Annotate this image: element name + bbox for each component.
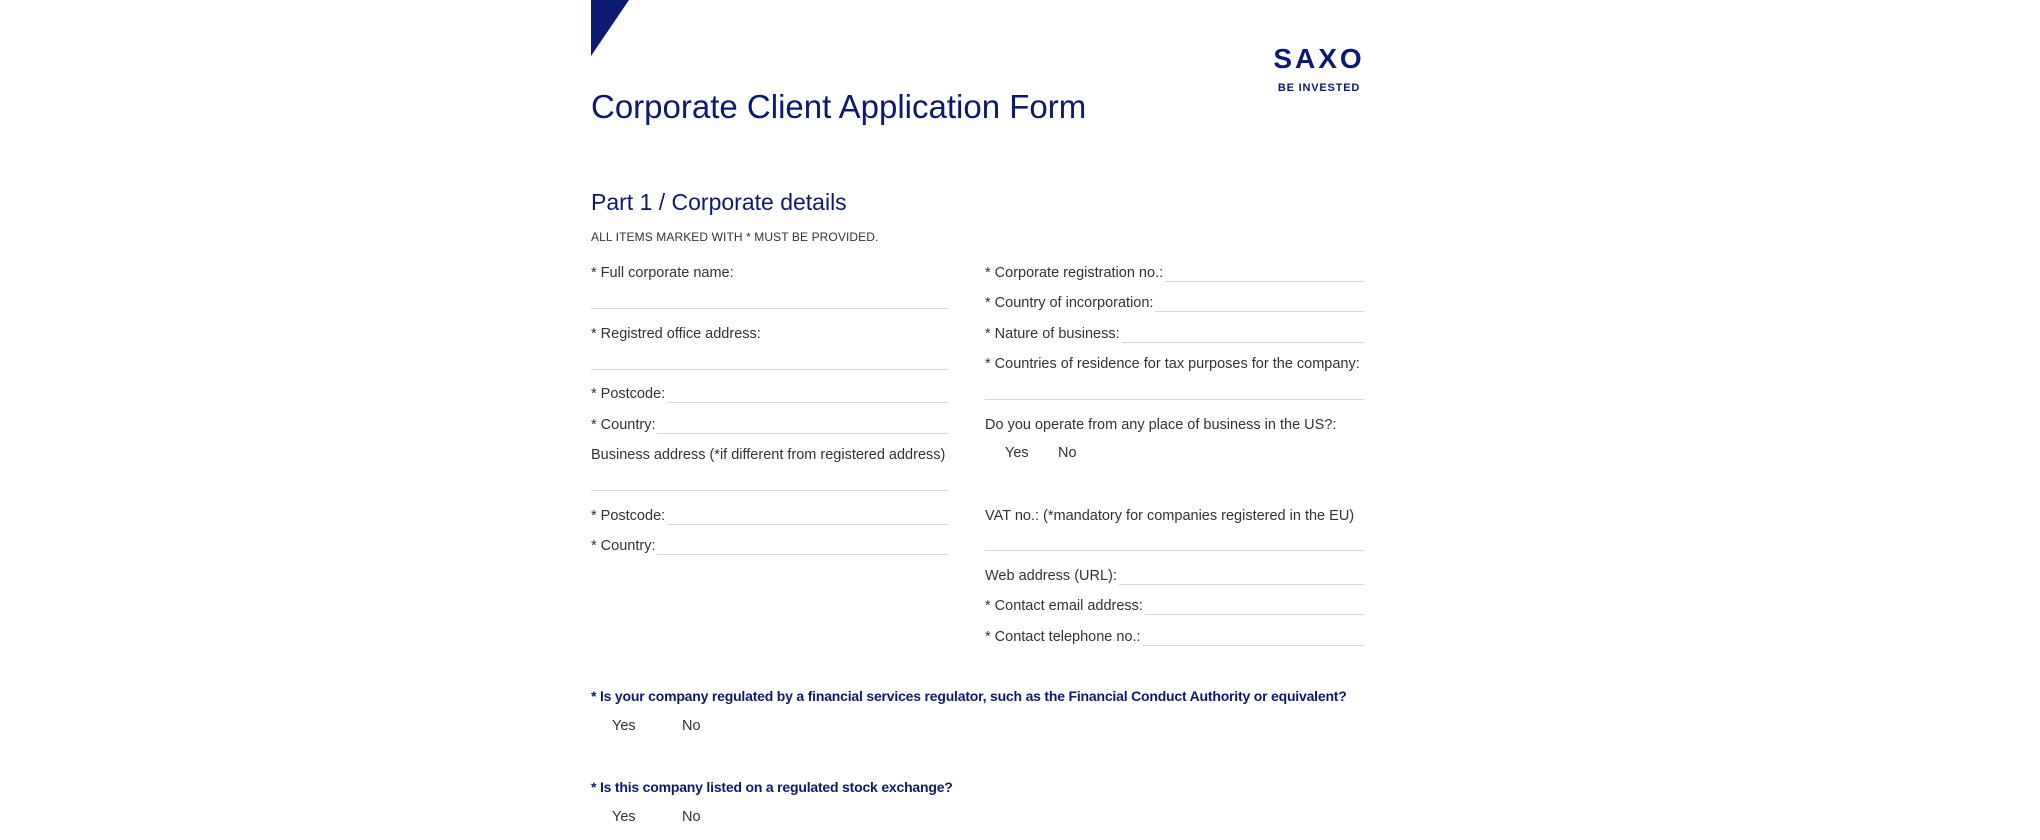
nature-field[interactable] [1122,326,1364,343]
vat-label: VAT no.: (*mandatory for companies registered in the EU) [985,508,1355,524]
logo-wordmark: SAXO [1273,43,1365,74]
tax-residence-field[interactable] [985,399,1364,400]
full-name-label-row [591,262,948,282]
reg-no-row [985,262,1364,282]
full-name-label: * Full corporate name: [591,265,734,281]
postcode-row [591,383,948,403]
business-address-label-row [591,444,948,464]
vat-field[interactable] [985,550,1364,551]
brand-corner-shape [591,0,629,56]
us-business-label: Do you operate from any place of business in the US?: [985,417,1337,433]
country-label: * Country: [591,417,656,433]
full-name-field[interactable] [591,308,948,309]
regulated-yes-option[interactable]: Yes [612,718,636,734]
reg-office-label: * Registred office address: [591,326,761,342]
postcode-label: * Postcode: [591,386,666,402]
tax-residence-label: * Countries of residence for tax purposes for the company: [985,356,1360,372]
section-title: Part 1 / Corporate details [591,189,847,215]
vat-label-row [985,505,1364,525]
web-field[interactable] [1119,568,1364,585]
reg-no-field[interactable] [1165,265,1364,282]
business-country-row [591,535,948,555]
listed-no-option[interactable]: No [682,809,701,825]
web-row [985,565,1364,585]
business-address-label: Business address (*if different from registered address) [591,447,946,463]
regulated-question: * Is your company regulated by a financial services regulator, such as the Financial Conduct Authority or equivalent? [591,688,1347,704]
country-inc-row [985,292,1364,312]
country-row [591,414,948,434]
email-label: * Contact email address: [985,598,1143,614]
nature-row [985,323,1364,343]
business-country-field[interactable] [657,538,948,555]
reg-office-label-row [591,323,948,343]
us-business-no-option[interactable]: No [1058,445,1077,461]
us-business-yes-option[interactable]: Yes [1005,445,1029,461]
email-field[interactable] [1145,598,1364,615]
page-title: Corporate Client Application Form [591,88,1087,125]
nature-label: * Nature of business: [985,326,1120,342]
postcode-field[interactable] [667,386,948,403]
phone-field[interactable] [1143,629,1364,646]
business-postcode-label: * Postcode: [591,508,666,524]
listed-yes-option[interactable]: Yes [612,809,636,825]
logo-tagline: BE INVESTED [1277,82,1361,94]
saxo-logo [1266,44,1372,94]
country-field[interactable] [657,417,948,434]
tax-residence-label-row [985,353,1364,373]
business-postcode-field[interactable] [667,508,948,525]
listed-question: * Is this company listed on a regulated stock exchange? [591,779,953,795]
web-label: Web address (URL): [985,568,1117,584]
country-inc-label: * Country of incorporation: [985,295,1154,311]
reg-office-field[interactable] [591,369,948,370]
required-note: ALL ITEMS MARKED WITH * MUST BE PROVIDED. [591,230,879,244]
reg-no-label: * Corporate registration no.: [985,265,1164,281]
business-postcode-row [591,505,948,525]
phone-row [985,626,1364,646]
us-business-label-row [985,414,1364,434]
business-country-label: * Country: [591,538,656,554]
phone-label: * Contact telephone no.: [985,629,1141,645]
email-row [985,595,1364,615]
business-address-field[interactable] [591,490,948,491]
regulated-no-option[interactable]: No [682,718,701,734]
country-inc-field[interactable] [1155,295,1364,312]
